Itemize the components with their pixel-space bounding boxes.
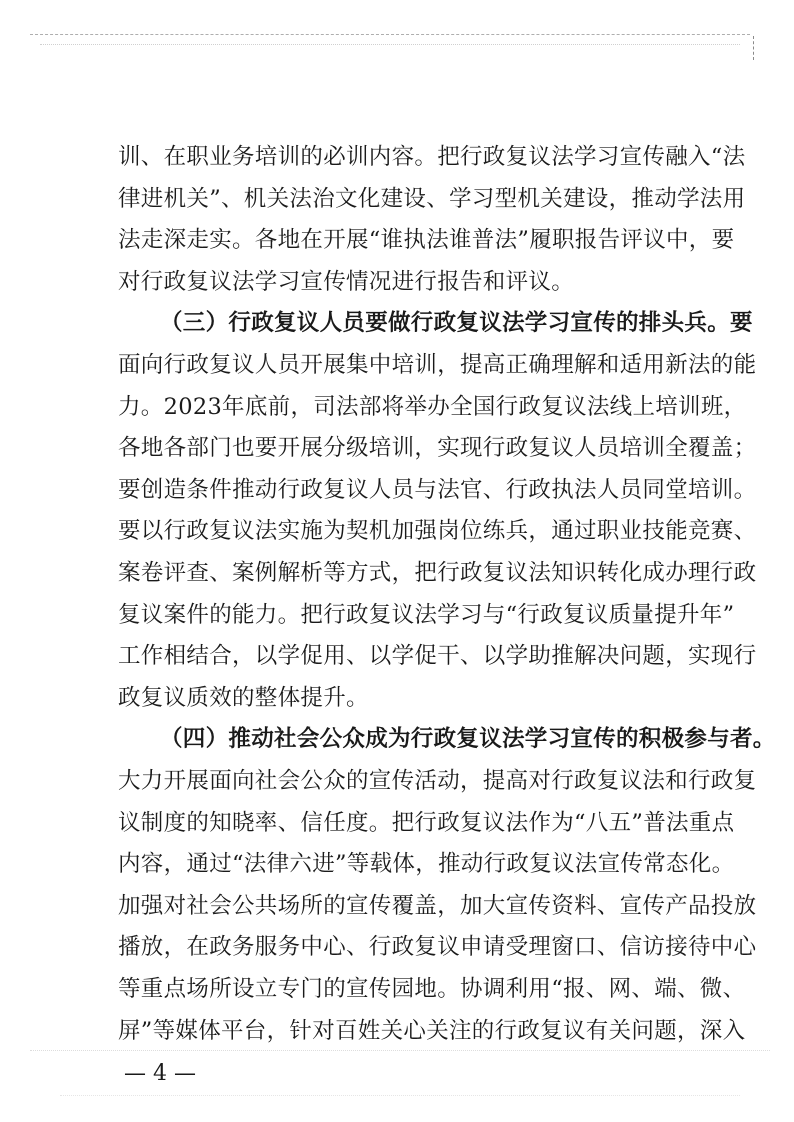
paragraph-3-first-line: （三）行政复议人员要做行政复议法学习宣传的排头兵。要	[160, 310, 753, 336]
text-line: 加强对社会公共场所的宣传覆盖，加大宣传资料、宣传产品投放	[118, 893, 757, 919]
text-line: 等重点场所设立专门的宣传园地。协调利用“报、网、端、微、	[118, 976, 746, 1002]
text-line: 政复议质效的整体提升。	[118, 685, 369, 711]
text-line: 屏”等媒体平台，针对百姓关心关注的行政复议有关问题，深入	[118, 1018, 746, 1044]
paragraph-4-first-line: （四）推动社会公众成为行政复议法学习宣传的积极参与者。	[160, 726, 776, 752]
text-line: 播放，在政务服务中心、行政复议申请受理窗口、信访接待中心	[118, 934, 757, 960]
text-line: 对行政复议法学习宣传情况进行报告和评议。	[118, 269, 575, 295]
text-line: 工作相结合，以学促用、以学促干、以学助推解决问题，实现行	[118, 643, 757, 669]
text-line: 复议案件的能力。把行政复议法学习与“行政复议质量提升年”	[118, 602, 735, 628]
text-line: 面向行政复议人员开展集中培训，提高正确理解和适用新法的能	[118, 352, 757, 378]
text-line: 内容，通过“法律六进”等载体，推动行政复议法宣传常态化。	[118, 851, 735, 877]
text-line: 法走深走实。各地在开展“谁执法谁普法”履职报告评议中，要	[118, 227, 735, 253]
text-line: 要以行政复议法实施为契机加强岗位练兵，通过职业技能竞赛、	[118, 518, 757, 544]
text-line: 大力开展面向社会公众的宣传活动，提高对行政复议法和行政复	[118, 768, 757, 794]
text-line: 力。2023年底前，司法部将举办全国行政复议法线上培训班，	[118, 394, 747, 420]
text-line: 案卷评查、案例解析等方式，把行政复议法知识转化成办理行政	[118, 560, 757, 586]
text-line: 议制度的知晓率、信任度。把行政复议法作为“八五”普法重点	[118, 810, 735, 836]
text-line: 各地各部门也要开展分级培训，实现行政复议人员培训全覆盖；	[118, 435, 757, 461]
page-number: — 4 —	[124, 1061, 196, 1086]
text-line: 训、在职业务培训的必训内容。把行政复议法学习宣传融入“法	[118, 144, 746, 170]
text-line: 律进机关”、机关法治文化建设、学习型机关建设，推动学法用	[118, 186, 746, 212]
text-line: 要创造条件推动行政复议人员与法官、行政执法人员同堂培训。	[118, 477, 757, 503]
